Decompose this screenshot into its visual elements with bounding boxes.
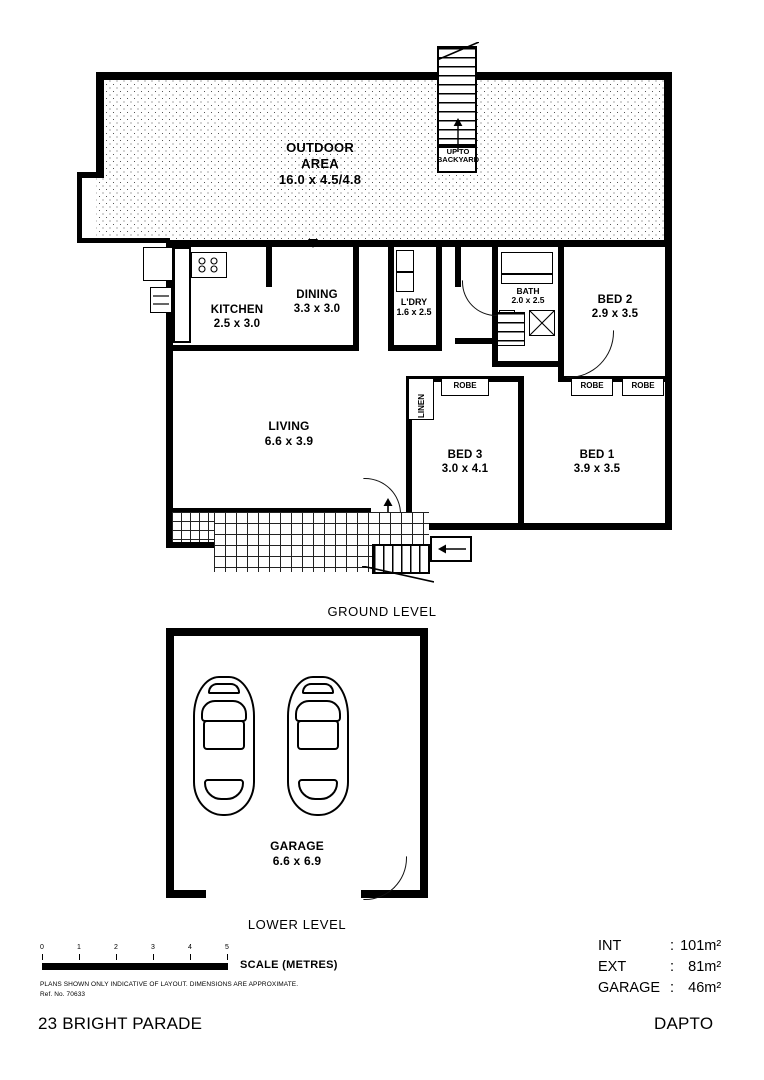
- room-name-outdoor-area-l2: AREA: [301, 155, 339, 171]
- garage-wall-bottom-left: [166, 890, 206, 898]
- outdoor-wall-top-right: [477, 72, 672, 80]
- scale-tick-4: [190, 954, 191, 960]
- scale-tick-label-3: 3: [151, 944, 155, 951]
- ground-level-caption: [282, 604, 482, 619]
- ground-level-caption-text: GROUND LEVEL: [327, 604, 437, 619]
- room-name-bed3: BED 3: [447, 449, 483, 461]
- door-arc-bed2: [566, 330, 614, 378]
- disclaimer: [40, 980, 340, 1000]
- area-value-ext: 81m²: [688, 959, 722, 976]
- laundry-appliance: [396, 272, 414, 292]
- scale-tick-label-4: 4: [188, 944, 192, 951]
- car-right-roof: [297, 720, 339, 750]
- outdoor-wall-left: [96, 72, 104, 177]
- room-dim-dining: 3.3 x 3.0: [293, 303, 341, 316]
- exterior-wall-right: [665, 240, 672, 530]
- room-dim-living: 6.6 x 3.9: [264, 433, 314, 448]
- disclaimer-line2: Ref. No. 70633: [40, 990, 86, 998]
- car-left-roof: [203, 720, 245, 750]
- robe-label-3: ROBE: [631, 381, 655, 390]
- car-right-nose: [302, 683, 335, 694]
- lower-level-caption-text: LOWER LEVEL: [247, 917, 347, 932]
- room-label-bed3: [413, 448, 517, 476]
- robe-bed1-left-label: [571, 382, 613, 391]
- scale-tick-label-5: 5: [225, 944, 229, 951]
- area-row-int: [598, 936, 721, 957]
- scale-tick-0: [42, 954, 43, 960]
- room-name-laundry: L'DRY: [400, 297, 428, 307]
- interior-wall-top-left: [166, 240, 394, 247]
- room-name-living: LIVING: [268, 419, 310, 433]
- scale-tick-1: [79, 954, 80, 960]
- area-colon-ext: :: [670, 959, 675, 976]
- kitchen-island-burners-icon: [196, 256, 223, 274]
- property-address: 23 BRIGHT PARADE: [38, 1014, 203, 1033]
- up-to-backyard-label: [430, 148, 486, 165]
- robe-label-1: ROBE: [453, 381, 477, 390]
- car-left-nose: [208, 683, 241, 694]
- outdoor-wall-top: [96, 72, 437, 80]
- scale-tick-label-1: 1: [77, 944, 81, 951]
- wall-kitchen-right: [266, 247, 272, 287]
- scale-tick-label-2: 2: [114, 944, 118, 951]
- dining-entry-arrow-icon: [306, 232, 320, 248]
- area-colon-int: :: [670, 938, 675, 954]
- room-label-bed1: [545, 448, 649, 476]
- wall-bath-bottom: [492, 361, 564, 367]
- area-label-ext: EXT: [598, 959, 627, 976]
- room-dim-bed1: 3.9 x 3.5: [573, 463, 621, 476]
- wall-bath-right: [558, 247, 564, 367]
- interior-wall-top-mid: [394, 240, 436, 247]
- room-name-bed1: BED 1: [579, 449, 615, 461]
- area-label-garage: GARAGE: [598, 980, 661, 997]
- robe-bed1-right-label: [622, 382, 664, 391]
- car-right-hood: [298, 779, 337, 801]
- scale-tick-label-0: 0: [40, 944, 44, 951]
- scale-title: SCALE (METRES): [240, 959, 338, 971]
- room-dim-bed2: 2.9 x 3.5: [591, 308, 639, 321]
- car-left-windshield: [201, 700, 247, 722]
- laundry-tub: [396, 250, 414, 272]
- scale-bar: [42, 963, 228, 970]
- area-label-int: INT: [598, 938, 622, 954]
- car-left-hood: [204, 779, 243, 801]
- bath-vanity: [501, 274, 553, 284]
- area-row-ext: [598, 957, 721, 978]
- room-dim-bath: 2.0 x 2.5: [511, 295, 545, 306]
- robe-bed3-label: [441, 382, 489, 391]
- scale-tick-5: [227, 954, 228, 960]
- room-dim-bed3: 3.0 x 4.1: [441, 463, 489, 476]
- wall-between-bed1-bed3: [518, 376, 524, 530]
- wall-hall-left: [455, 247, 461, 287]
- wall-hall-bottom-left: [455, 338, 499, 344]
- room-label-bath: [496, 287, 560, 306]
- scale-ticks: [38, 954, 234, 962]
- lower-level-caption: [197, 917, 397, 932]
- bath-tub: [501, 252, 553, 274]
- room-name-bed2: BED 2: [597, 294, 633, 306]
- shower-cross-icon: [530, 311, 554, 335]
- up-to-backyard-line2: BACKYARD: [436, 155, 480, 165]
- scale-tick-2: [116, 954, 117, 960]
- linen-label: [417, 394, 426, 418]
- scale-tick-3: [153, 954, 154, 960]
- disclaimer-line1: PLANS SHOWN ONLY INDICATIVE OF LAYOUT. DIMENSIONS ARE APPROXIMATE.: [40, 981, 299, 988]
- robe-label-2: ROBE: [580, 381, 604, 390]
- stair-break-line: [437, 42, 479, 62]
- front-entry-break-line: [362, 566, 434, 584]
- outdoor-wall-bottom-left: [77, 238, 170, 243]
- exterior-wall-bottom-right: [511, 523, 672, 530]
- room-name-outdoor-area-l1: OUTDOOR: [286, 140, 354, 155]
- room-label-bed2: [565, 293, 665, 321]
- room-name-dining: DINING: [296, 289, 338, 301]
- garage-wall-top: [166, 628, 428, 636]
- cooktop-burner-icon: [151, 288, 171, 312]
- interior-wall-top-bed2: [556, 240, 672, 247]
- area-row-garage: [598, 978, 721, 999]
- interior-wall-top-bath: [436, 240, 564, 247]
- room-name-garage: GARAGE: [270, 839, 324, 853]
- hall-linework: [497, 312, 525, 346]
- linen-label-text: LINEN: [417, 394, 426, 418]
- area-table: [598, 936, 721, 999]
- room-label-garage: [236, 839, 358, 868]
- door-arc-bath: [462, 280, 498, 316]
- room-name-bath: BATH: [516, 286, 540, 296]
- property-suburb: DAPTO: [654, 1014, 714, 1033]
- garage-wall-left: [166, 628, 174, 898]
- room-dim-garage: 6.6 x 6.9: [272, 853, 322, 868]
- wall-kitchen-bottom: [173, 345, 353, 351]
- garage-wall-right: [420, 628, 428, 898]
- car-right: [287, 676, 349, 816]
- car-left: [193, 676, 255, 816]
- outdoor-wall-right: [664, 72, 672, 244]
- area-value-int: 101m²: [680, 938, 722, 954]
- scale-bar-group: [38, 944, 338, 984]
- room-dim-outdoor-area: 16.0 x 4.5/4.8: [278, 171, 362, 187]
- area-colon-garage: :: [670, 980, 675, 997]
- wall-laundry-bottom: [388, 345, 442, 351]
- kitchen-sink: [143, 247, 173, 281]
- up-to-backyard-line1: UP TO: [446, 147, 470, 156]
- room-name-kitchen: KITCHEN: [210, 304, 264, 316]
- room-label-dining: [267, 288, 367, 316]
- room-label-laundry: [381, 298, 447, 318]
- area-value-garage: 46m²: [688, 980, 722, 997]
- outdoor-wall-left-edge: [77, 172, 82, 238]
- exterior-wall-left: [166, 240, 173, 515]
- room-label-outdoor-area: [240, 140, 400, 188]
- front-entry-arrow-icon: [438, 542, 466, 556]
- room-label-living: [224, 419, 354, 448]
- room-dim-laundry: 1.6 x 2.5: [396, 306, 432, 317]
- area-summary: [598, 936, 721, 999]
- car-right-windshield: [295, 700, 341, 722]
- room-dim-kitchen: 2.5 x 3.0: [213, 318, 261, 331]
